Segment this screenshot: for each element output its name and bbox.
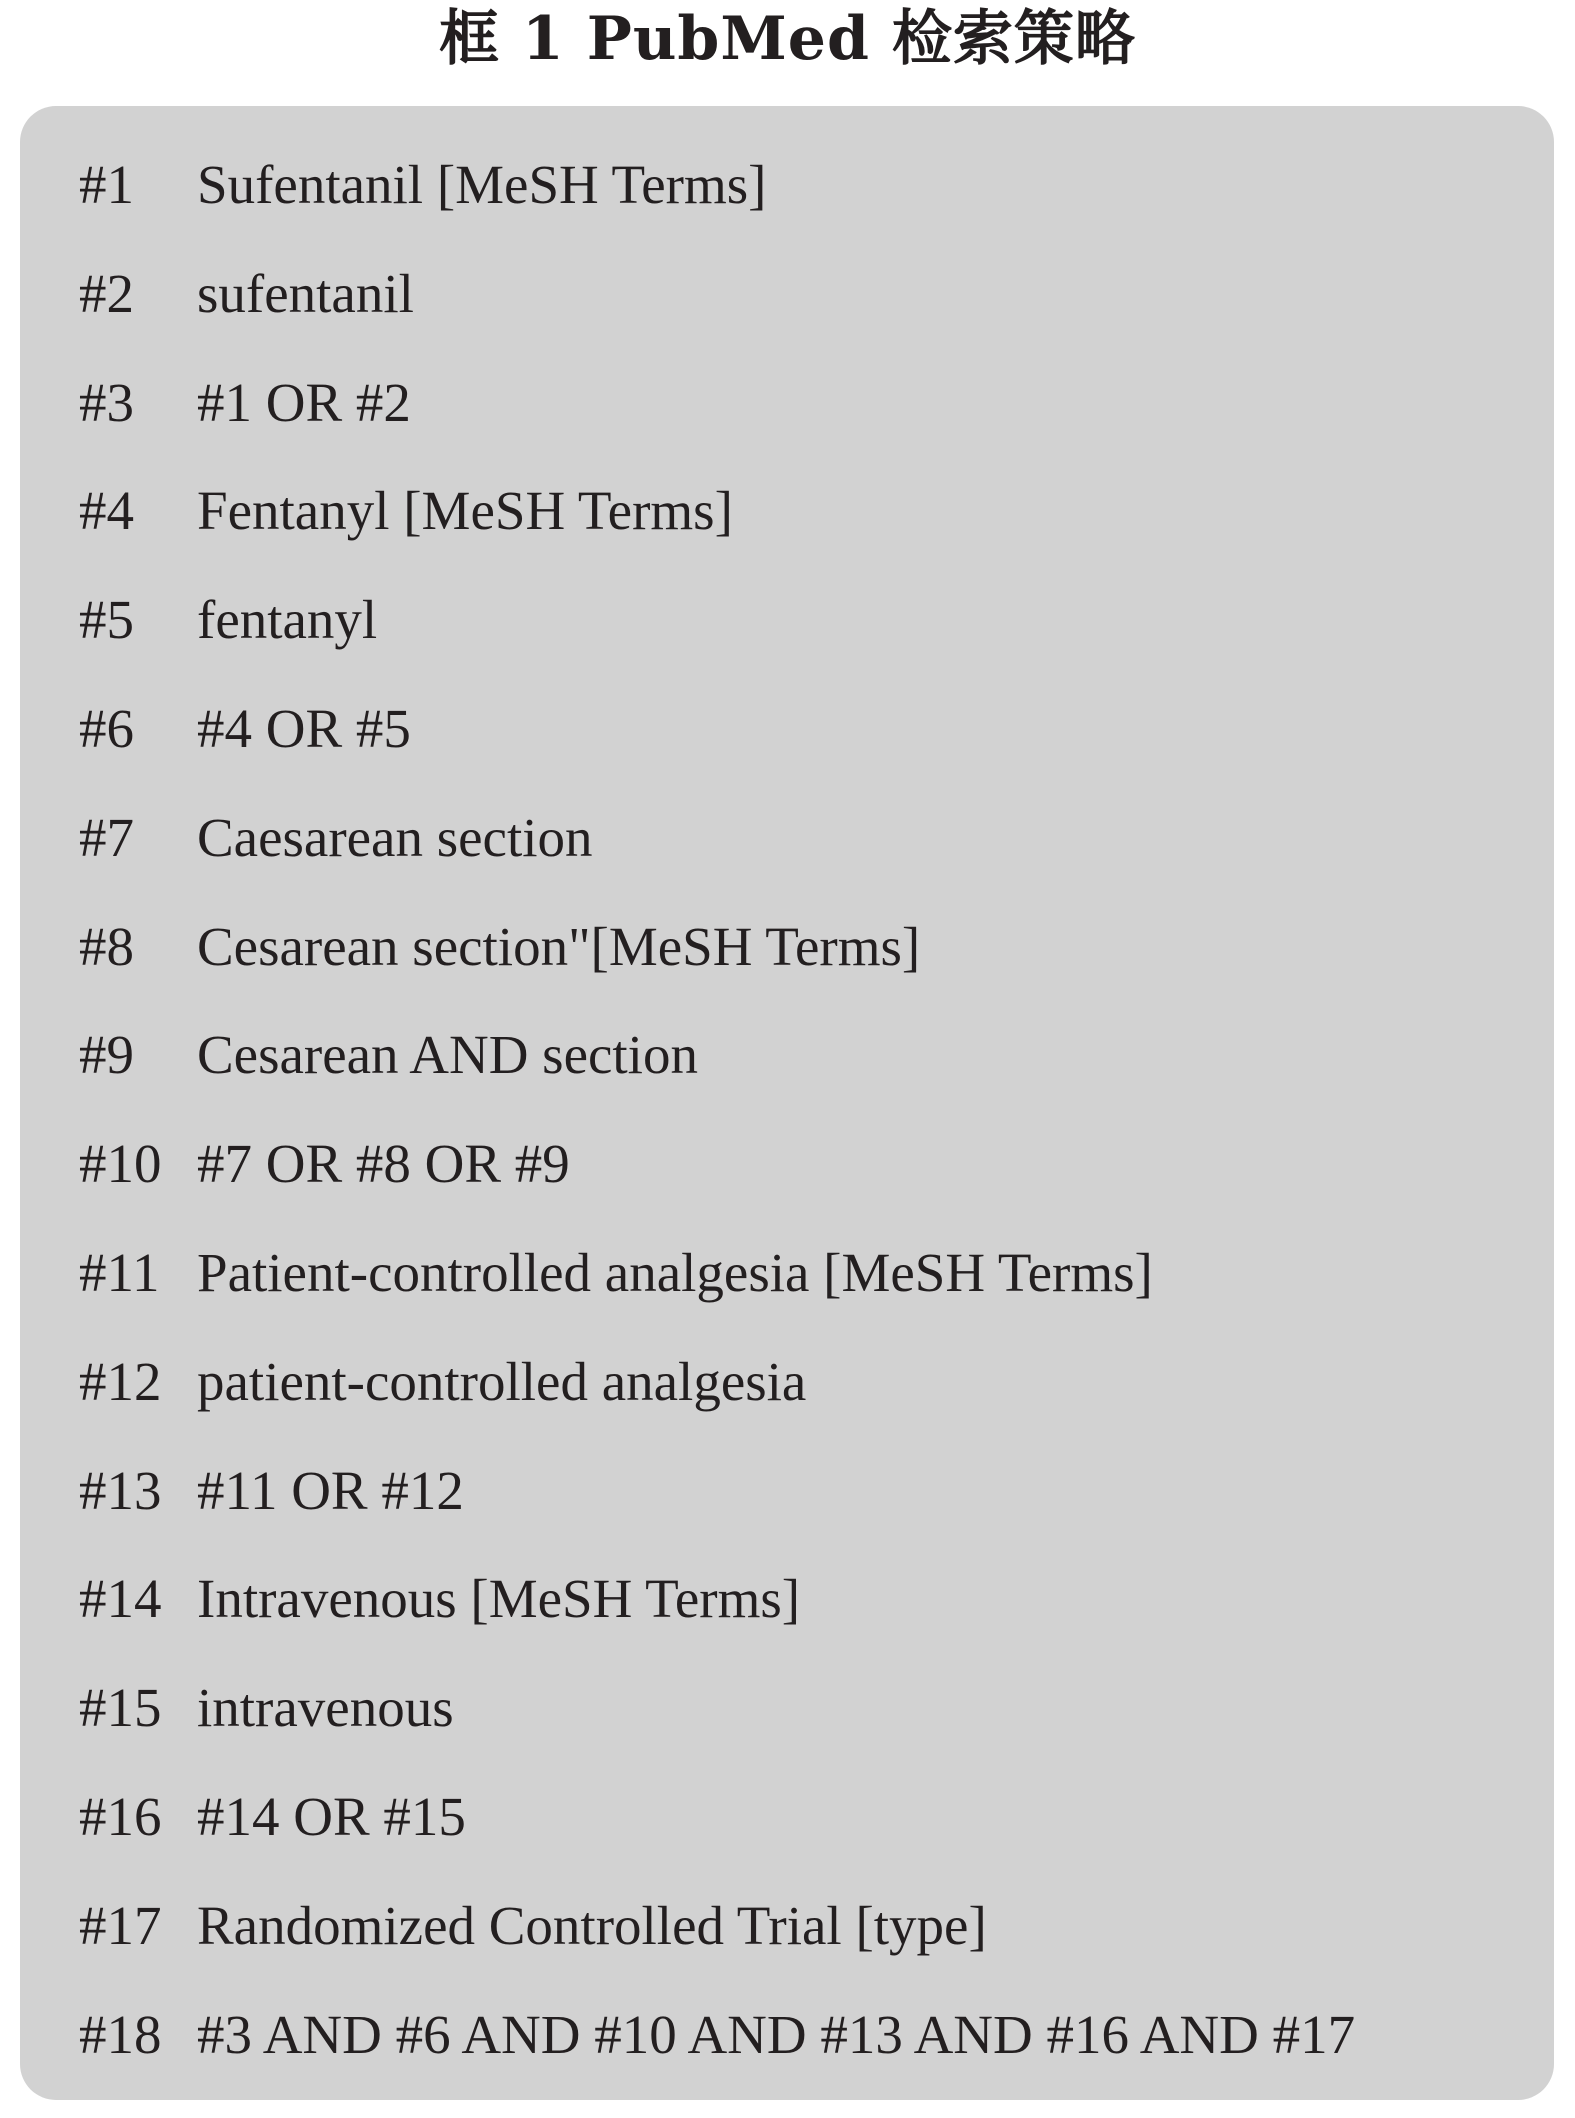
row-query: sufentanil: [197, 262, 414, 324]
row-query: fentanyl: [197, 589, 378, 651]
row-query: #1 OR #2: [197, 371, 411, 433]
row-query: Cesarean section"[MeSH Terms]: [197, 915, 921, 977]
row-number: #12: [79, 1350, 162, 1412]
row-number: #1: [79, 154, 134, 215]
box-title: 框 1 PubMed 检索策略: [439, 4, 1136, 74]
row-number: #7: [79, 806, 134, 868]
row-number: #4: [79, 480, 134, 542]
row-number: #6: [79, 697, 134, 759]
row-number: #5: [79, 589, 134, 651]
row-number: #3: [79, 371, 134, 433]
row-number: #18: [79, 2003, 162, 2065]
row-query: #14 OR #15: [197, 1785, 466, 1847]
row-query: Fentanyl [MeSH Terms]: [197, 480, 733, 542]
row-query: patient-controlled analgesia: [197, 1350, 807, 1412]
row-query: Cesarean AND section: [197, 1024, 698, 1086]
row-query: Patient-controlled analgesia [MeSH Terms]: [197, 1241, 1153, 1303]
row-query: #7 OR #8 OR #9: [197, 1133, 570, 1195]
row-number: #8: [79, 915, 134, 977]
row-number: #11: [79, 1241, 160, 1303]
row-query: Intravenous [MeSH Terms]: [197, 1568, 801, 1630]
row-number: #17: [79, 1894, 162, 1956]
row-query: Caesarean section: [197, 806, 593, 868]
row-query: Randomized Controlled Trial [type]: [197, 1894, 987, 1956]
row-number: #10: [79, 1133, 162, 1195]
row-query: #4 OR #5: [197, 697, 411, 759]
row-query: #11 OR #12: [197, 1459, 464, 1521]
row-number: #15: [79, 1677, 162, 1739]
row-number: #9: [79, 1024, 134, 1086]
row-number: #2: [79, 262, 134, 324]
row-query: #3 AND #6 AND #10 AND #13 AND #16 AND #17: [197, 2003, 1356, 2065]
row-number: #13: [79, 1459, 162, 1521]
row-number: #14: [79, 1568, 162, 1630]
row-number: #16: [79, 1785, 162, 1847]
row-query: intravenous: [197, 1677, 454, 1739]
row-query: Sufentanil [MeSH Terms]: [197, 154, 767, 215]
